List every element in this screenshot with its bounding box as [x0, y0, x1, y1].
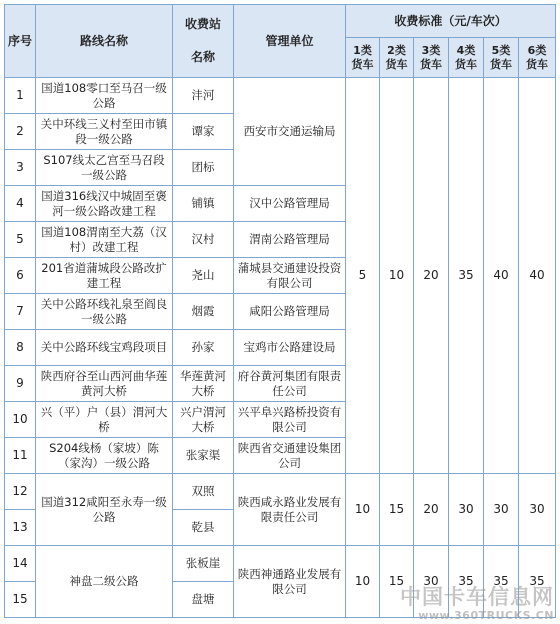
- station-name: 张板崖: [173, 546, 234, 582]
- management-unit: 蒲城县交通建设投资有限公司: [234, 258, 346, 294]
- fee-class-3: 20: [414, 474, 449, 546]
- route-name: 神盘二级公路: [36, 546, 173, 618]
- row-no: 14: [5, 546, 36, 582]
- row-no: 4: [5, 186, 36, 222]
- station-name: 华莲黄河大桥: [173, 366, 234, 402]
- fee-class-2: 10: [380, 78, 414, 474]
- route-name: S204线杨（家坡）陈（家沟）一级公路: [36, 438, 173, 474]
- toll-standard-table: [4, 4, 556, 618]
- station-name: 兴户渭河大桥: [173, 402, 234, 438]
- row-no: 3: [5, 150, 36, 186]
- table-row: [5, 546, 556, 582]
- route-name: 国道312咸阳至永寿一级公路: [36, 474, 173, 546]
- fee-class-4: 35: [449, 78, 484, 474]
- watermark-chinese: 中国卡车信息网: [400, 585, 554, 609]
- station-name: 谭家: [173, 114, 234, 150]
- fee-class-3: 20: [414, 78, 449, 474]
- header-no: 序号: [5, 5, 36, 78]
- header-class-4: 4类 货车: [449, 38, 484, 78]
- route-name: 关中公路环线礼泉至阎良一级公路: [36, 294, 173, 330]
- watermark-url: www.360TRUCKS.CN: [418, 609, 554, 622]
- fee-class-2: 15: [380, 546, 414, 618]
- row-no: 8: [5, 330, 36, 366]
- management-unit: 汉中公路管理局: [234, 186, 346, 222]
- header-station-bottom: 名称: [190, 50, 215, 64]
- fee-class-1: 10: [346, 474, 380, 546]
- header-route-name: 路线名称: [36, 5, 173, 78]
- management-unit: 兴平阜兴路桥投资有限公司: [234, 402, 346, 438]
- row-no: 5: [5, 222, 36, 258]
- management-unit: 陕西咸永路业发展有限责任公司: [234, 474, 346, 546]
- fee-class-2: 15: [380, 474, 414, 546]
- route-name: 兴（平）户（县）渭河大桥: [36, 402, 173, 438]
- fee-class-6: 40: [519, 78, 556, 474]
- row-no: 12: [5, 474, 36, 510]
- route-name: 关中环线三义村至田市镇段一级公路: [36, 114, 173, 150]
- route-name: 关中公路环线宝鸡段项目: [36, 330, 173, 366]
- header-toll-standard: 收费标准（元/车次）: [346, 5, 556, 38]
- station-name: 烟霞: [173, 294, 234, 330]
- route-name: 201省道蒲城段公路改扩建工程: [36, 258, 173, 294]
- row-no: 11: [5, 438, 36, 474]
- fee-class-4: 30: [449, 474, 484, 546]
- management-unit: 陕西省交通建设集团公司: [234, 438, 346, 474]
- header-class-3: 3类 货车: [414, 38, 449, 78]
- route-name: 国道108零口至马召一级公路: [36, 78, 173, 114]
- fee-class-5: 40: [484, 78, 519, 474]
- header-class-2: 2类 货车: [380, 38, 414, 78]
- row-no: 9: [5, 366, 36, 402]
- station-name: 盘塘: [173, 582, 234, 618]
- station-name: 铺镇: [173, 186, 234, 222]
- row-no: 10: [5, 402, 36, 438]
- table-row: [5, 78, 556, 114]
- route-name: 国道316线汉中城固至褒河一级公路改建工程: [36, 186, 173, 222]
- header-class-1: 1类 货车: [346, 38, 380, 78]
- fee-class-1: 5: [346, 78, 380, 474]
- management-unit: 陕西神通路业发展有限公司: [234, 546, 346, 618]
- row-no: 13: [5, 510, 36, 546]
- route-name: S107线太乙宫至马召段一级公路: [36, 150, 173, 186]
- station-name: 团标: [173, 150, 234, 186]
- management-unit: 咸阳公路管理局: [234, 294, 346, 330]
- fee-class-1: 10: [346, 546, 380, 618]
- row-no: 1: [5, 78, 36, 114]
- header-station-top: 收费站: [184, 17, 221, 31]
- station-name: 张家渠: [173, 438, 234, 474]
- header-class-6: 6类 货车: [519, 38, 556, 78]
- route-name: 国道108渭南至大荔（汉村）改建工程: [36, 222, 173, 258]
- management-unit: 府谷黄河集团有限责任公司: [234, 366, 346, 402]
- fee-class-6: 35: [519, 546, 556, 618]
- station-name: 沣河: [173, 78, 234, 114]
- row-no: 2: [5, 114, 36, 150]
- station-name: 尧山: [173, 258, 234, 294]
- row-no: 6: [5, 258, 36, 294]
- table-row: [5, 474, 556, 510]
- management-unit: 西安市交通运输局: [234, 78, 346, 186]
- station-name: 双照: [173, 474, 234, 510]
- route-name: 陕西府谷至山西河曲华莲黄河大桥: [36, 366, 173, 402]
- station-name: 汉村: [173, 222, 234, 258]
- management-unit: 宝鸡市公路建设局: [234, 330, 346, 366]
- row-no: 15: [5, 582, 36, 618]
- station-name: 孙家: [173, 330, 234, 366]
- header-management-unit: 管理单位: [234, 5, 346, 78]
- station-name: 乾县: [173, 510, 234, 546]
- management-unit: 渭南公路管理局: [234, 222, 346, 258]
- fee-class-5: 30: [484, 474, 519, 546]
- fee-class-6: 30: [519, 474, 556, 546]
- fee-class-4: 35: [449, 546, 484, 618]
- header-station-name: [173, 5, 234, 78]
- header-class-5: 5类 货车: [484, 38, 519, 78]
- row-no: 7: [5, 294, 36, 330]
- fee-class-3: 30: [414, 546, 449, 618]
- fee-class-5: 35: [484, 546, 519, 618]
